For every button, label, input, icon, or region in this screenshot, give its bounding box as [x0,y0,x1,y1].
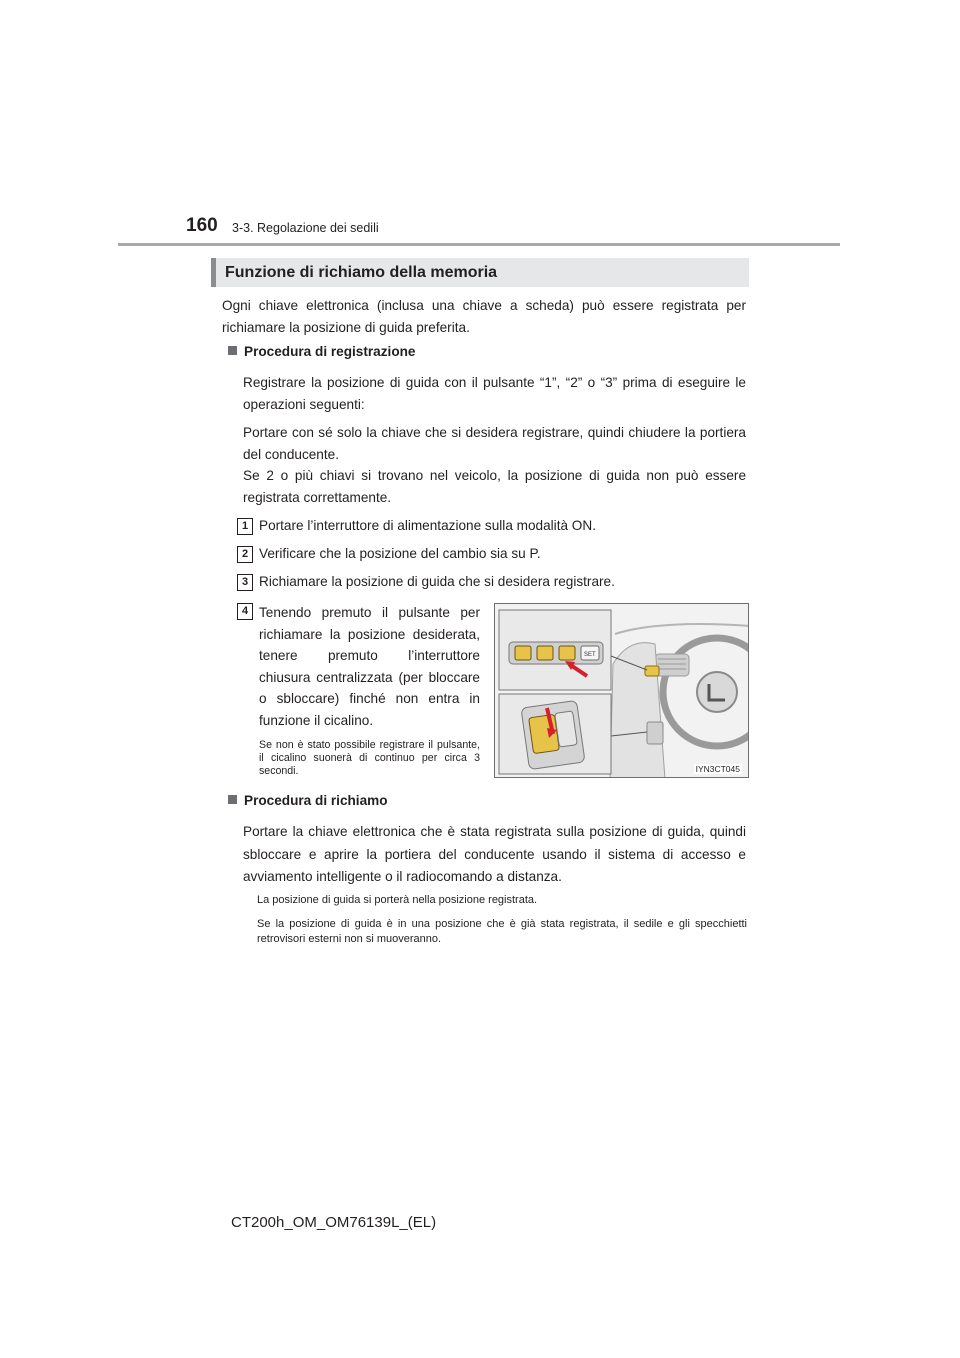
step-number-2: 2 [237,546,253,563]
recall-note-2: Se la posizione di guida è in una posizione che è già stata registrata, il sedile e gli specchietti retrovisori esterni non si muoveranno. [257,918,747,945]
page-number: 160 [186,215,218,236]
step-number-3: 3 [237,574,253,591]
bullet-square-icon [228,346,237,355]
memory-switch-illustration [494,603,749,778]
step-number-4: 4 [237,603,253,620]
step-text-1: Portare l’interruttore di alimentazione sulla modalità ON. [259,518,596,533]
figure-code: IYN3CT045 [695,764,740,774]
section-heading [211,258,749,287]
document-footer-code: CT200h_OM_OM76139L_(EL) [231,1214,437,1231]
registration-paragraph-2: Portare con sé solo la chiave che si desidera registrare, quindi chiudere la portiera del conducente. [243,425,746,462]
step-text-2: Verificare che la posizione del cambio sia su P. [259,546,541,561]
step-text-4: Tenendo premuto il pulsante per richiamare la posizione desiderata, tenere premuto l’interruttore chiusura centralizzata (per bloccare o sbloccare) finché non entra in funzione il cicalino. [259,605,480,728]
recall-subheading [228,793,388,808]
step-number-1: 1 [237,518,253,535]
step-text-3: Richiamare la posizione di guida che si desidera registrare. [259,574,615,589]
recall-title: Procedura di richiamo [244,793,388,808]
section-title: 3-3. Regolazione dei sedili [232,221,379,235]
set-button-label: SET [584,652,596,658]
registration-note: Se non è stato possibile registrare il pulsante, il cicalino suonerà di continuo per circa 3 secondi. [259,739,480,777]
door-panel-illustration [495,604,749,778]
section-heading-text: Funzione di richiamo della memoria [225,264,498,281]
header-divider [118,243,840,246]
registration-subheading [228,344,415,359]
registration-title: Procedura di registrazione [244,344,416,359]
intro-paragraph: Ogni chiave elettronica (inclusa una chiave a scheda) può essere registrata per richiamare la posizione di guida preferita. [222,298,746,335]
registration-paragraph-3: Se 2 o più chiavi si trovano nel veicolo, la posizione di guida non può essere registrata correttamente. [243,468,746,505]
recall-note-1: La posizione di guida si porterà nella posizione registrata. [257,894,538,906]
bullet-square-icon [228,795,237,804]
recall-paragraph: Portare la chiave elettronica che è stata registrata sulla posizione di guida, quindi sbloccare e aprire la portiera del conducente usando il sistema di accesso e avviamento intelligente o il radiocomando a distanza. [243,824,746,884]
registration-paragraph-1: Registrare la posizione di guida con il pulsante “1”, “2” o “3” prima di eseguire le operazioni seguenti: [243,375,746,412]
